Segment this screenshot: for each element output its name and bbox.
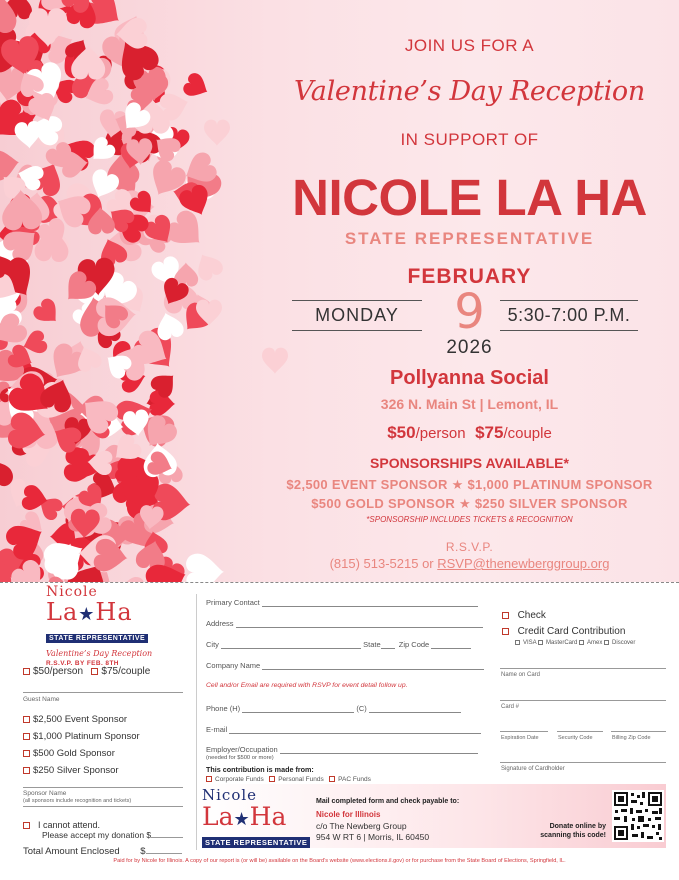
donation-input[interactable] xyxy=(151,830,183,838)
candy-heart xyxy=(181,71,213,103)
expiration-input[interactable] xyxy=(500,731,548,732)
event-time: 5:30-7:00 P.M. xyxy=(500,300,638,331)
credit-card-option[interactable] xyxy=(502,626,625,637)
candy-hearts-illustration xyxy=(0,0,300,582)
security-code-label: Security Code xyxy=(558,735,593,741)
total-label: Total Amount Enclosed xyxy=(23,846,120,857)
star-icon: ★ xyxy=(78,604,96,625)
check-option[interactable] xyxy=(502,610,546,621)
discover-label: Discover xyxy=(612,640,636,647)
sponsor-line xyxy=(23,787,183,788)
company-input[interactable] xyxy=(262,662,484,670)
logo-la: La xyxy=(46,598,79,626)
candidate-name: NICOLE LA HA xyxy=(292,169,647,226)
invitation-text xyxy=(260,0,679,582)
name-on-card-label: Name on Card xyxy=(501,672,541,678)
card-number-label: Card # xyxy=(501,704,520,710)
ticket-prices xyxy=(260,423,679,443)
event-weekday: MONDAY xyxy=(292,300,422,331)
city-state-zip-field[interactable] xyxy=(206,640,471,649)
sponsorships-note: *SPONSORSHIP INCLUDES TICKETS & RECOGNITION xyxy=(366,515,573,524)
total-input[interactable] xyxy=(146,846,182,854)
company-label: Company Name xyxy=(206,661,261,670)
disclaimer-footer: Paid for by Nicole for Illinois. A copy of our report is (or will be) available on the Board’s website (www.elections.il.gov) or for purchase from the State Board of Elections, Springfield, IL. xyxy=(113,858,566,864)
primary-contact-field[interactable] xyxy=(206,598,478,607)
security-code-input[interactable] xyxy=(557,731,603,732)
signature-label: Signature of Cardholder xyxy=(501,766,565,772)
state-input[interactable] xyxy=(381,641,395,649)
primary-contact-label: Primary Contact xyxy=(206,598,260,607)
card-number-input[interactable] xyxy=(500,700,666,701)
employer-field[interactable] xyxy=(206,745,478,754)
event-month: FEBRUARY xyxy=(407,265,532,288)
visa-label: VISA xyxy=(523,640,537,647)
mail-care-of: c/o The Newberg Group xyxy=(316,821,407,831)
amex-label: Amex xyxy=(587,640,603,647)
phone-home-input[interactable] xyxy=(242,705,354,713)
campaign-logo-large xyxy=(202,786,312,850)
logo-event-name: Valentine’s Day Reception xyxy=(46,649,153,658)
signature-input[interactable] xyxy=(500,762,666,763)
sponsor-option[interactable] xyxy=(23,762,140,779)
candy-heart xyxy=(204,120,230,146)
logo-large-office-bar: STATE REPRESENTATIVE xyxy=(202,837,310,848)
employer-input[interactable] xyxy=(280,746,478,754)
guest-name-line[interactable] xyxy=(23,692,183,693)
corporate-label: Corporate Funds xyxy=(215,776,264,783)
mail-street: 954 W RT 6 | Morris, IL 60450 xyxy=(316,832,430,842)
state-label: State xyxy=(363,640,381,649)
logo-first-name: Nicole xyxy=(46,584,98,600)
contribution-heading: This contribution is made from: xyxy=(206,765,314,774)
sponsor-checkbox[interactable] xyxy=(23,716,30,723)
donation-label: Please accept my donation $ xyxy=(42,830,152,840)
sponsor-option-label: $500 Gold Sponsor xyxy=(33,748,115,759)
logo-large-first-name: Nicole xyxy=(202,786,258,804)
zip-input[interactable] xyxy=(431,641,471,649)
mastercard-label: MasterCard xyxy=(546,640,578,647)
cannot-attend-option[interactable] xyxy=(23,820,100,830)
phone-field[interactable] xyxy=(206,704,461,713)
event-day-number: 9 xyxy=(454,284,485,340)
sponsor-option-label: $1,000 Platinum Sponsor xyxy=(33,731,140,742)
sponsor-checkbox[interactable] xyxy=(23,750,30,757)
mail-payee: Nicole for Illinois xyxy=(316,810,381,819)
required-note: Cell and/or Email are required with RSVP for event detail follow up. xyxy=(206,682,408,689)
city-label: City xyxy=(206,640,219,649)
amex-checkbox[interactable] xyxy=(579,640,584,645)
phone-cell-input[interactable] xyxy=(369,705,461,713)
check-checkbox[interactable] xyxy=(502,612,509,619)
sponsor-option-label: $250 Silver Sponsor xyxy=(33,765,119,776)
logo-office-bar: STATE REPRESENTATIVE xyxy=(46,634,148,643)
personal-checkbox[interactable] xyxy=(269,776,275,782)
candy-heart xyxy=(162,207,211,256)
credit-card-checkbox[interactable] xyxy=(502,628,509,635)
sponsor-checkbox[interactable] xyxy=(23,767,30,774)
logo-last-name xyxy=(46,600,166,627)
total-dollar: $ xyxy=(140,846,146,857)
primary-contact-input[interactable] xyxy=(262,599,478,607)
guest-name-label: Guest Name xyxy=(23,696,60,703)
sponsor-name-label: Sponsor Name xyxy=(23,790,67,797)
sponsorships-line-1: $2,500 EVENT SPONSOR ★ $1,000 PLATINUM SPONSOR xyxy=(286,477,653,492)
employer-note: (needed for $500 or more) xyxy=(206,755,274,761)
candy-heart xyxy=(31,296,65,330)
tear-off-line xyxy=(0,582,679,583)
sponsor-option-label: $2,500 Event Sponsor xyxy=(33,714,128,725)
candy-heart xyxy=(186,553,225,582)
donate-online-text: Donate online by scanning this code! xyxy=(540,823,606,839)
check-label: Check xyxy=(517,610,546,621)
mastercard-checkbox[interactable] xyxy=(538,640,543,645)
rsvp-contact xyxy=(260,556,679,571)
rsvp-phone: (815) 513-5215 or xyxy=(329,556,438,571)
email-label: E-mail xyxy=(206,725,228,734)
event-name: Valentine’s Day Reception xyxy=(294,76,645,107)
price-couple-unit: /couple xyxy=(503,425,552,442)
venue-address: 326 N. Main St | Lemont, IL xyxy=(380,396,559,412)
sponsor-name-line[interactable] xyxy=(23,806,183,807)
address-label: Address xyxy=(206,619,234,628)
person-option-label: $50/person xyxy=(33,666,84,677)
logo-large-la: La xyxy=(202,802,234,831)
personal-label: Personal Funds xyxy=(278,776,324,783)
sponsor-name-note: (all sponsors include recognition and tickets) xyxy=(23,798,132,804)
star-icon: ★ xyxy=(233,809,250,830)
ticket-column xyxy=(18,584,188,857)
address-field[interactable] xyxy=(206,619,483,628)
campaign-logo xyxy=(46,584,166,667)
zip-label: Zip Code xyxy=(398,640,430,649)
logo-large-ha: Ha xyxy=(249,802,287,831)
expiration-label: Expiration Date xyxy=(501,735,539,741)
pac-label: PAC Funds xyxy=(338,776,371,783)
cannot-attend-checkbox[interactable] xyxy=(23,822,30,829)
total-row xyxy=(23,846,182,857)
visa-checkbox[interactable] xyxy=(515,640,520,645)
rsvp-deadline: R.S.V.P. BY FEB. 8TH xyxy=(46,660,119,667)
logo-large-last-name xyxy=(202,804,312,832)
contribution-options xyxy=(206,776,371,783)
discover-checkbox[interactable] xyxy=(604,640,609,645)
price-couple: $75 xyxy=(475,423,504,442)
phone-cell-label: (C) xyxy=(356,704,367,713)
ticket-options xyxy=(23,666,150,677)
couple-option-label: $75/couple xyxy=(101,666,151,677)
sponsorships-line-2: $500 GOLD SPONSOR ★ $250 SILVER SPONSOR xyxy=(311,496,628,511)
candidate-office: STATE REPRESENTATIVE xyxy=(344,229,595,248)
sponsor-checkbox[interactable] xyxy=(23,733,30,740)
person-checkbox[interactable] xyxy=(23,668,30,675)
sponsor-option[interactable] xyxy=(23,745,140,762)
billing-zip-input[interactable] xyxy=(611,731,666,732)
city-input[interactable] xyxy=(221,641,361,649)
rsvp-heading: R.S.V.P. xyxy=(445,540,494,554)
sponsor-option[interactable] xyxy=(23,711,140,728)
rsvp-email-link[interactable]: RSVP@thenewberggroup.org xyxy=(437,556,610,571)
couple-checkbox[interactable] xyxy=(91,668,98,675)
corporate-checkbox[interactable] xyxy=(206,776,212,782)
mail-heading: Mail completed form and check payable to: xyxy=(316,798,460,805)
sponsorships-heading: SPONSORSHIPS AVAILABLE* xyxy=(370,455,569,471)
employer-label: Employer/Occupation xyxy=(206,745,278,754)
rsvp-form xyxy=(0,584,679,880)
name-on-card-input[interactable] xyxy=(500,668,666,669)
credit-card-label: Credit Card Contribution xyxy=(517,626,626,637)
company-field[interactable] xyxy=(206,661,484,670)
card-types xyxy=(515,640,635,646)
venue-name: Pollyanna Social xyxy=(390,367,549,389)
in-support-of-text: IN SUPPORT OF xyxy=(400,130,539,149)
join-us-text: JOIN US FOR A xyxy=(404,36,535,55)
qr-code-icon[interactable] xyxy=(612,790,664,842)
logo-ha: Ha xyxy=(95,598,133,626)
donation-row xyxy=(42,830,183,840)
sponsor-option[interactable] xyxy=(23,728,140,745)
mail-to-panel xyxy=(200,784,666,848)
price-person: $50 xyxy=(387,423,416,442)
event-year: 2026 xyxy=(446,337,493,358)
billing-zip-label: Billing Zip Code xyxy=(612,735,651,741)
price-person-unit: /person xyxy=(415,425,466,442)
email-field[interactable] xyxy=(206,725,481,734)
sponsor-options xyxy=(23,711,140,779)
pac-checkbox[interactable] xyxy=(329,776,335,782)
address-input[interactable] xyxy=(236,620,483,628)
phone-home-label: Phone (H) xyxy=(206,704,241,713)
email-input[interactable] xyxy=(229,726,481,734)
cannot-attend-label: I cannot attend. xyxy=(38,820,101,830)
column-divider xyxy=(196,594,197,850)
